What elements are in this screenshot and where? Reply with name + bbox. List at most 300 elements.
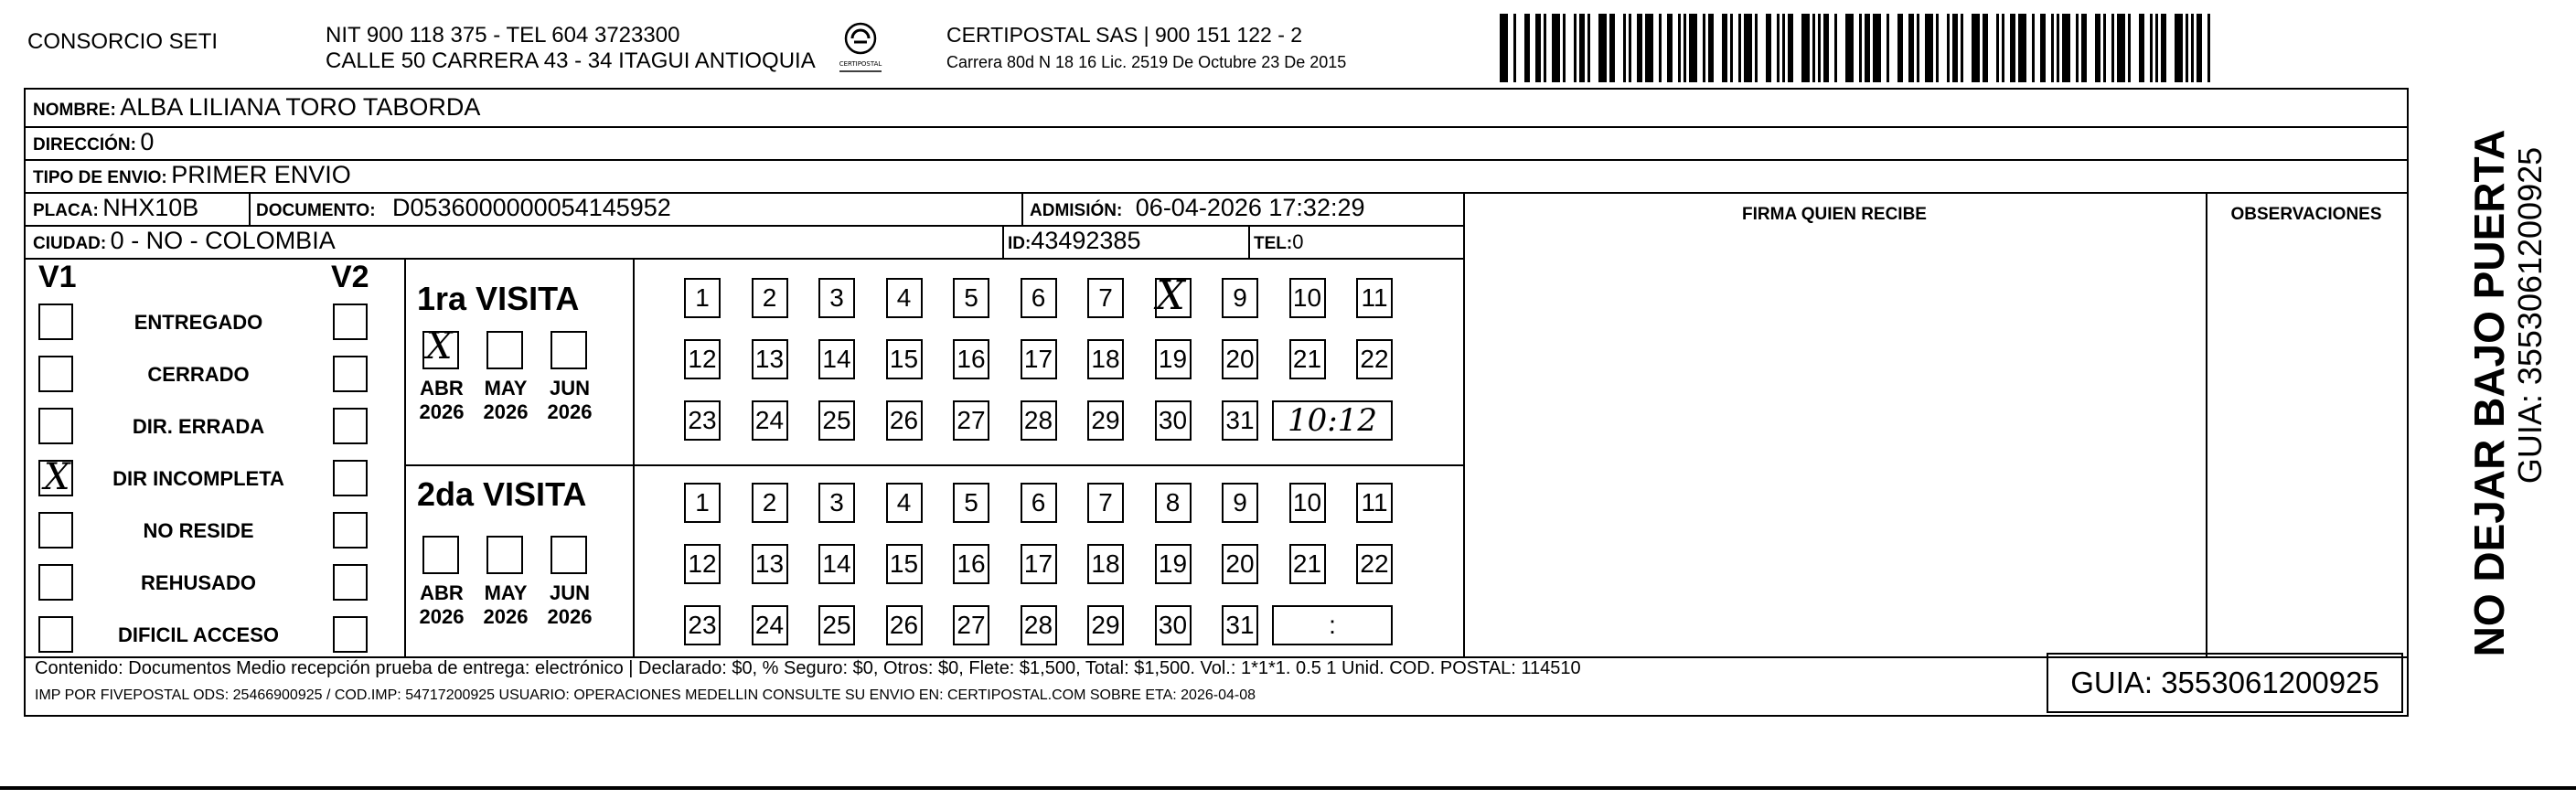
day-number: 17 [1023,345,1053,373]
barcode-bar [1722,14,1727,82]
visit1-day-box[interactable] [1021,400,1057,441]
month-name: JUN [549,581,590,604]
barcode-bar [1782,14,1785,82]
visit1-day-box[interactable] [1087,400,1124,441]
status-label: ENTREGADO [134,311,263,334]
visit2-day-box[interactable] [1021,605,1057,645]
v2-checkbox[interactable] [333,356,368,392]
day-number: 10 [1292,283,1322,312]
barcode-bar [2076,14,2079,82]
id-value: 43492385 [1031,227,1141,254]
no-under-door-warning: NO DEJAR BAJO PUERTA [2465,129,2513,657]
v1-checkbox[interactable] [38,564,73,601]
v1-check-mark: X [44,456,70,498]
tel-label: TEL: [1254,234,1293,253]
day-number: 17 [1023,549,1053,578]
visit1-day-box[interactable] [818,339,855,379]
v2-checkbox[interactable] [333,564,368,601]
day-number: 27 [957,611,986,639]
barcode-bar [1500,14,1508,82]
month-name: ABR [420,377,464,400]
status-label: CERRADO [147,363,250,386]
visit1-day-box[interactable] [1087,339,1124,379]
v1-checkbox[interactable] [38,304,73,340]
barcode-bar [1513,14,1516,82]
day-number: 26 [889,611,919,639]
barcode-bar [1703,14,1705,82]
observations-header: OBSERVACIONES [2230,205,2382,224]
id-cell [1008,227,1140,255]
barcode-bar [1996,14,1999,82]
day-number: 3 [829,283,844,312]
v1-checkbox[interactable] [38,512,73,549]
visit2-month-checkbox[interactable] [422,536,459,574]
month-year: 2026 [547,605,593,628]
v2-checkbox[interactable] [333,616,368,653]
visit-time: 10:12 [1288,402,1377,439]
day-number: 23 [688,406,717,434]
barcode-bar [2191,14,2194,82]
day-number: 4 [896,283,912,312]
shipment-type: PRIMER ENVIO [171,161,351,188]
visit2-day-box[interactable] [1289,544,1326,584]
day-number: 16 [957,345,986,373]
v1-header: V1 [38,260,77,294]
barcode-bar [1983,14,1988,82]
month-name: ABR [420,581,464,604]
visit2-day-box[interactable] [684,483,721,523]
barcode-bar [1947,14,1950,82]
day-number: 21 [1292,345,1322,373]
day-number: 29 [1091,406,1120,434]
barcode-bar [2117,14,2125,82]
barcode-bar [1865,14,1870,82]
visit1-day-box[interactable] [1222,339,1258,379]
barcode-bar [1744,14,1752,82]
name-row [33,93,480,122]
barcode-bar [1629,14,1631,82]
day-number: 19 [1158,345,1188,373]
barcode-bar [1738,14,1741,82]
day-number: 9 [1233,283,1247,312]
visit1-day-box[interactable] [886,400,923,441]
barcode-bar [2161,14,2166,82]
visit1-day-box[interactable] [818,278,855,318]
visit1-day-box[interactable] [1155,339,1192,379]
barcode-bar [1678,14,1681,82]
barcode-bar [1917,14,1919,82]
barcode-bar [1818,14,1821,82]
visit1-day-box[interactable] [953,278,989,318]
barcode-bar [1574,14,1577,82]
barcode-bar [2040,14,2046,82]
visit1-day-box[interactable] [953,339,989,379]
barcode-bar [1908,14,1914,82]
barcode-bar [1645,14,1653,82]
visit1-day-box[interactable] [1021,278,1057,318]
barcode-bar [1683,14,1686,82]
v2-checkbox[interactable] [333,408,368,444]
day-number: 18 [1091,345,1120,373]
day-number: 16 [957,549,986,578]
barcode-bar [2207,14,2210,82]
barcode-bar [2155,14,2158,82]
visit-time: : [1329,611,1336,639]
barcode-bar [2186,14,2188,82]
status-label: DIR. ERRADA [132,415,265,438]
barcode-bar [1788,14,1793,82]
document-label: DOCUMENTO: [256,201,376,220]
side-guide-number: GUIA: 3553061200925 [2511,146,2549,485]
barcode-bar [1524,14,1530,82]
status-label: REHUSADO [141,571,256,594]
barcode-bar [1812,14,1815,82]
visit1-day-box[interactable] [752,339,788,379]
visit1-title: 1ra VISITA [417,280,580,317]
document-cell [256,194,671,222]
month-year: 2026 [547,400,593,423]
barcode-bar [1598,14,1607,82]
visit1-time-box[interactable] [1272,400,1393,441]
day-number: 30 [1158,406,1188,434]
visit1-day-box[interactable] [1021,339,1057,379]
barcode-bar [1936,14,1939,82]
barcode-bar [1897,14,1903,82]
guide-number-box: GUIA: 3553061200925 [2047,653,2403,713]
visit1-day-box[interactable] [953,400,989,441]
visit1-day-mark: X [1156,272,1185,319]
day-number: 19 [1158,549,1188,578]
visit1-day-box[interactable] [684,400,721,441]
barcode-bar [2197,14,2202,82]
visit2-month-checkbox[interactable] [550,536,587,574]
visit2-day-box[interactable] [818,483,855,523]
barcode-bar [2051,14,2054,82]
visit2-day-box[interactable] [752,544,788,584]
document-value: D0536000000054145952 [392,194,671,221]
barcode-bar [2018,14,2026,82]
day-number: 2 [762,488,777,517]
city-value: 0 - NO - COLOMBIA [110,227,336,254]
name-label: NOMBRE: [33,101,116,120]
visit1-day-box[interactable] [1356,278,1393,318]
visit2-day-box[interactable] [752,483,788,523]
v1-checkbox[interactable] [38,616,73,653]
visit1-month-checkbox[interactable] [550,331,587,369]
day-number: 30 [1158,611,1188,639]
day-number: 31 [1225,406,1255,434]
plate-cell [33,194,198,222]
visit2-day-box[interactable] [1155,544,1192,584]
day-number: 9 [1233,488,1247,517]
tel-value: 0 [1292,230,1304,253]
barcode-bar [1667,14,1673,82]
barcode-bar [1823,14,1829,82]
visit1-month-label [538,377,602,424]
visit2-day-box[interactable] [1356,483,1393,523]
visit2-day-box[interactable] [1289,483,1326,523]
barcode-bar [1801,14,1810,82]
certipostal-logo [834,20,887,77]
month-name: JUN [549,377,590,400]
day-number: 8 [1165,488,1181,517]
print-info-line: IMP POR FIVEPOSTAL ODS: 25466900925 / COD.IMP: 54717200925 USUARIO: OPERACIONES MEDELLIN CONSULTE SU ENVIO EN: CERTIPOSTAL.COM SOBRE ETA: 2026-04-08 [35,687,1256,703]
day-number: 12 [688,345,717,373]
day-number: 31 [1225,611,1255,639]
day-number: 1 [695,488,710,517]
barcode-bar [2081,14,2087,82]
visit1-day-box[interactable] [684,278,721,318]
day-number: 3 [829,488,844,517]
visit2-day-box[interactable] [953,483,989,523]
day-number: 15 [889,549,919,578]
visit2-day-box[interactable] [1155,483,1192,523]
visit2-day-box[interactable] [1087,483,1124,523]
recipient-address: 0 [140,128,155,155]
v2-checkbox[interactable] [333,304,368,340]
visit1-month-checkbox[interactable] [486,331,523,369]
visit2-day-box[interactable] [886,544,923,584]
barcode-bar [1623,14,1626,82]
barcode-bar [1544,14,1546,82]
day-number: 7 [1098,283,1113,312]
barcode-bar [1755,14,1758,82]
day-number: 6 [1031,488,1046,517]
carrier-license: Carrera 80d N 18 16 Lic. 2519 De Octubre 23 De 2015 [946,53,1347,71]
sender-name: CONSORCIO SETI [27,29,219,54]
day-number: 11 [1361,488,1388,517]
barcode-bar [1961,14,1963,82]
admission-label: ADMISIÓN: [1030,201,1123,220]
v1-checkbox[interactable] [38,408,73,444]
day-number: 5 [964,283,978,312]
visit2-day-box[interactable] [1222,544,1258,584]
barcode-bar [1845,14,1854,82]
barcode-bar [2002,14,2004,82]
visit2-day-box[interactable] [953,605,989,645]
visit1-month-checkbox[interactable] [422,331,459,369]
status-label: DIR INCOMPLETA [112,467,284,490]
day-number: 13 [754,345,785,373]
visit1-month-label [410,377,474,424]
month-name: MAY [484,377,528,400]
barcode-bar [1637,14,1642,82]
v2-checkbox[interactable] [333,460,368,496]
day-number: 7 [1098,488,1113,517]
barcode-bar [2150,14,2153,82]
visit2-month-label [410,581,474,629]
visit2-day-box[interactable] [684,544,721,584]
day-number: 1 [695,283,710,312]
month-year: 2026 [483,400,529,423]
address-label: DIRECCIÓN: [33,135,136,154]
barcode-bar [2057,14,2059,82]
day-number: 28 [1023,406,1053,434]
admission-value: 06-04-2026 17:32:29 [1135,194,1365,221]
contents-line: Contenido: Documentos Medio recepción prueba de entrega: electrónico | Declarado: $0, % Seguro: $0, Otros: $0, Flete: $1,500, Total: $1,500. Vol.: 1*1*1. 0.5 1 Unid. COD. POSTAL: 114510 [35,658,1581,678]
day-number: 13 [754,549,785,578]
visit2-month-label [538,581,602,629]
status-label: DIFICIL ACCESO [117,623,280,646]
plate-value: NHX10B [102,194,199,221]
barcode-bar [1730,14,1733,82]
visit2-day-box[interactable] [1356,544,1393,584]
visit2-day-box[interactable] [818,544,855,584]
month-year: 2026 [419,400,465,423]
visit1-day-box[interactable] [1289,339,1326,379]
visit2-day-box[interactable] [818,605,855,645]
day-number: 14 [822,549,851,578]
carrier-name: CERTIPOSTAL SAS | 900 151 122 - 2 [946,23,1303,47]
barcode-bar [1925,14,1933,82]
city-cell [33,227,336,255]
visit2-day-box[interactable] [1155,605,1192,645]
visit2-day-box[interactable] [752,605,788,645]
status-label: NO RESIDE [143,519,254,542]
visit2-day-box[interactable] [1222,605,1258,645]
barcode-bar [1873,14,1881,82]
visit1-day-box[interactable] [1356,339,1393,379]
day-number: 25 [822,406,851,434]
address-row [33,128,154,156]
visit1-day-box[interactable] [1222,400,1258,441]
barcode-bar [2010,14,2015,82]
day-number: 22 [1360,345,1389,373]
visit1-day-box[interactable] [1222,278,1258,318]
visit2-day-box[interactable] [1087,605,1124,645]
type-label: TIPO DE ENVIO: [33,168,167,187]
visit1-day-box[interactable] [818,400,855,441]
visit2-day-box[interactable] [886,605,923,645]
barcode-bar [2139,14,2144,82]
month-name: MAY [484,581,528,604]
barcode-bar [2062,14,2070,82]
barcode-bar [1535,14,1541,82]
day-number: 20 [1225,345,1255,373]
visit2-day-box[interactable] [886,483,923,523]
barcode-bar [1887,14,1889,82]
day-number: 25 [822,611,851,639]
signature-header: FIRMA QUIEN RECIBE [1742,205,1927,224]
day-number: 27 [957,406,986,434]
day-number: 4 [896,488,912,517]
visit1-day-box[interactable] [684,339,721,379]
month-year: 2026 [419,605,465,628]
visit1-day-box[interactable] [752,278,788,318]
barcode-bar [1777,14,1780,82]
barcode-bar [1766,14,1771,82]
day-number: 5 [964,488,978,517]
visit1-day-box[interactable] [1289,278,1326,318]
guide-form [24,88,2409,717]
barcode-bar [1579,14,1585,82]
admission-cell [1030,194,1365,222]
visit2-day-box[interactable] [1087,544,1124,584]
v1-checkbox[interactable] [38,356,73,392]
day-number: 24 [754,406,785,434]
barcode-bar [2103,14,2106,82]
visit2-time-box[interactable] [1272,605,1393,645]
tel-cell [1254,230,1303,254]
barcode-bar [1859,14,1862,82]
visit1-day-box[interactable] [1087,278,1124,318]
recipient-name: ALBA LILIANA TORO TABORDA [120,93,481,121]
logo-text: CERTIPOSTAL [839,60,882,68]
v1-checkbox[interactable] [38,460,73,496]
day-number: 24 [754,611,785,639]
day-number: 22 [1360,549,1389,578]
visit2-day-box[interactable] [1021,544,1057,584]
city-label: CIUDAD: [33,234,107,253]
plate-label: PLACA: [33,201,99,220]
visit1-day-box[interactable] [1155,278,1192,318]
visit1-day-box[interactable] [886,278,923,318]
barcode-bar [1587,14,1590,82]
day-number: 28 [1023,611,1053,639]
barcode-bar [1563,14,1566,82]
barcode-bar [1552,14,1560,82]
barcode-bar [1708,14,1714,82]
day-number: 21 [1292,549,1322,578]
type-row [33,161,351,189]
visit2-month-checkbox[interactable] [486,536,523,574]
visit2-day-box[interactable] [1021,483,1057,523]
barcode-bar [1659,14,1662,82]
bottom-rule [0,786,2576,790]
visit2-day-box[interactable] [953,544,989,584]
barcode-bar [2095,14,2100,82]
id-label: ID: [1008,234,1031,253]
sender-info [326,23,816,74]
day-number: 18 [1091,549,1120,578]
sender-address-line: CALLE 50 CARRERA 43 - 34 ITAGUI ANTIOQUIA [326,48,816,73]
visit1-day-box[interactable] [1155,400,1192,441]
visit2-month-label [474,581,538,629]
barcode-bar [2128,14,2131,82]
visit2-day-box[interactable] [1222,483,1258,523]
sender-nit-line: NIT 900 118 375 - TEL 604 3723300 [326,23,680,48]
day-number: 14 [822,345,851,373]
day-number: 2 [762,283,777,312]
barcode [1500,14,2222,82]
barcode-bar [2175,14,2183,82]
day-number: 29 [1091,611,1120,639]
visit1-day-box[interactable] [886,339,923,379]
visit1-day-box[interactable] [752,400,788,441]
day-number: 10 [1292,488,1322,517]
barcode-bar [1834,14,1837,82]
day-number: 6 [1031,283,1046,312]
day-number: 20 [1225,549,1255,578]
v2-header: V2 [331,260,369,294]
barcode-bar [1952,14,1958,82]
visit2-title: 2da VISITA [417,475,587,513]
visit1-month-label [474,377,538,424]
barcode-bar [1689,14,1697,82]
day-number: 26 [889,406,919,434]
visit1-month-mark: X [426,325,453,368]
month-year: 2026 [483,605,529,628]
barcode-bar [2111,14,2114,82]
barcode-bar [2032,14,2035,82]
barcode-bar [1972,14,1980,82]
barcode-bar [1609,14,1615,82]
day-number: 23 [688,611,717,639]
day-number: 15 [889,345,919,373]
v2-checkbox[interactable] [333,512,368,549]
visit2-day-box[interactable] [684,605,721,645]
day-number: 11 [1361,283,1388,312]
